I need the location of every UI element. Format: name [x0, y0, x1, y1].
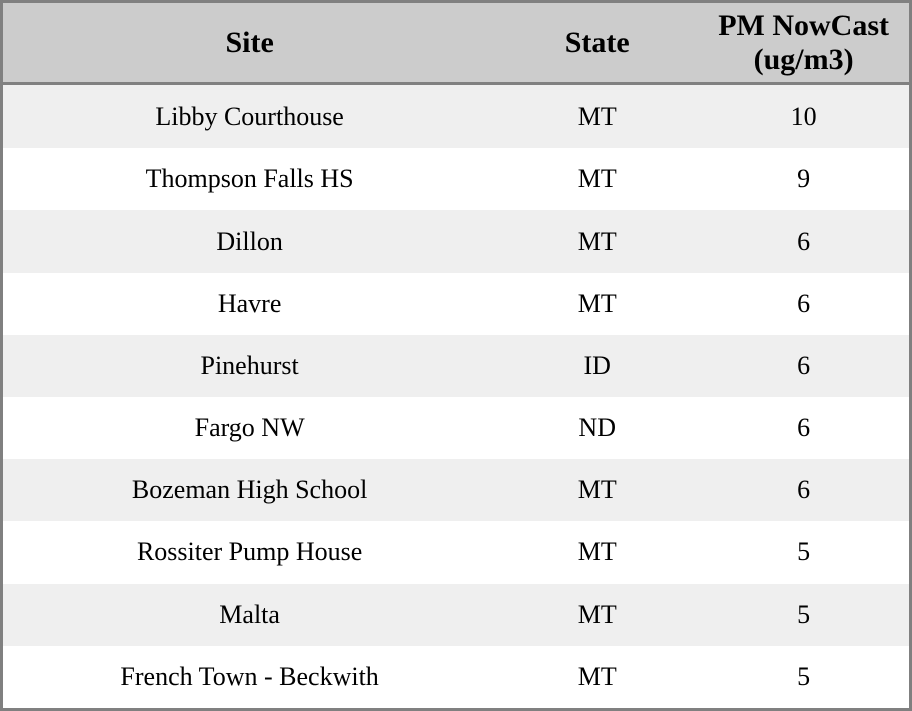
- cell-state: MT: [496, 459, 698, 521]
- table-row: [3, 397, 909, 459]
- table-row: [3, 646, 909, 708]
- cell-value: 6: [698, 335, 909, 397]
- pm-nowcast-table: [3, 3, 909, 708]
- table-header-row: [3, 3, 909, 84]
- cell-site: Rossiter Pump House: [3, 521, 496, 583]
- cell-site: Thompson Falls HS: [3, 148, 496, 210]
- table-header: [3, 3, 909, 84]
- cell-site: Fargo NW: [3, 397, 496, 459]
- column-header-site: Site: [3, 3, 496, 84]
- column-header-pm-nowcast: PM NowCast (ug/m3): [698, 3, 909, 84]
- table-body: [3, 84, 909, 708]
- cell-value: 10: [698, 84, 909, 149]
- table-row: [3, 210, 909, 272]
- cell-value: 6: [698, 397, 909, 459]
- cell-state: MT: [496, 521, 698, 583]
- cell-value: 5: [698, 521, 909, 583]
- cell-site: French Town - Beckwith: [3, 646, 496, 708]
- cell-state: MT: [496, 210, 698, 272]
- cell-state: MT: [496, 646, 698, 708]
- cell-state: ID: [496, 335, 698, 397]
- cell-site: Bozeman High School: [3, 459, 496, 521]
- cell-site: Malta: [3, 584, 496, 646]
- table-row: [3, 459, 909, 521]
- cell-value: 5: [698, 584, 909, 646]
- cell-site: Dillon: [3, 210, 496, 272]
- table-row: [3, 84, 909, 149]
- cell-state: MT: [496, 84, 698, 149]
- cell-site: Libby Courthouse: [3, 84, 496, 149]
- cell-value: 6: [698, 273, 909, 335]
- cell-value: 5: [698, 646, 909, 708]
- cell-state: MT: [496, 148, 698, 210]
- cell-value: 9: [698, 148, 909, 210]
- column-header-state: State: [496, 3, 698, 84]
- cell-site: Pinehurst: [3, 335, 496, 397]
- table-row: [3, 273, 909, 335]
- cell-value: 6: [698, 210, 909, 272]
- table-row: [3, 335, 909, 397]
- cell-value: 6: [698, 459, 909, 521]
- cell-state: MT: [496, 273, 698, 335]
- cell-state: ND: [496, 397, 698, 459]
- table-row: [3, 584, 909, 646]
- table-row: [3, 148, 909, 210]
- table-row: [3, 521, 909, 583]
- cell-state: MT: [496, 584, 698, 646]
- cell-site: Havre: [3, 273, 496, 335]
